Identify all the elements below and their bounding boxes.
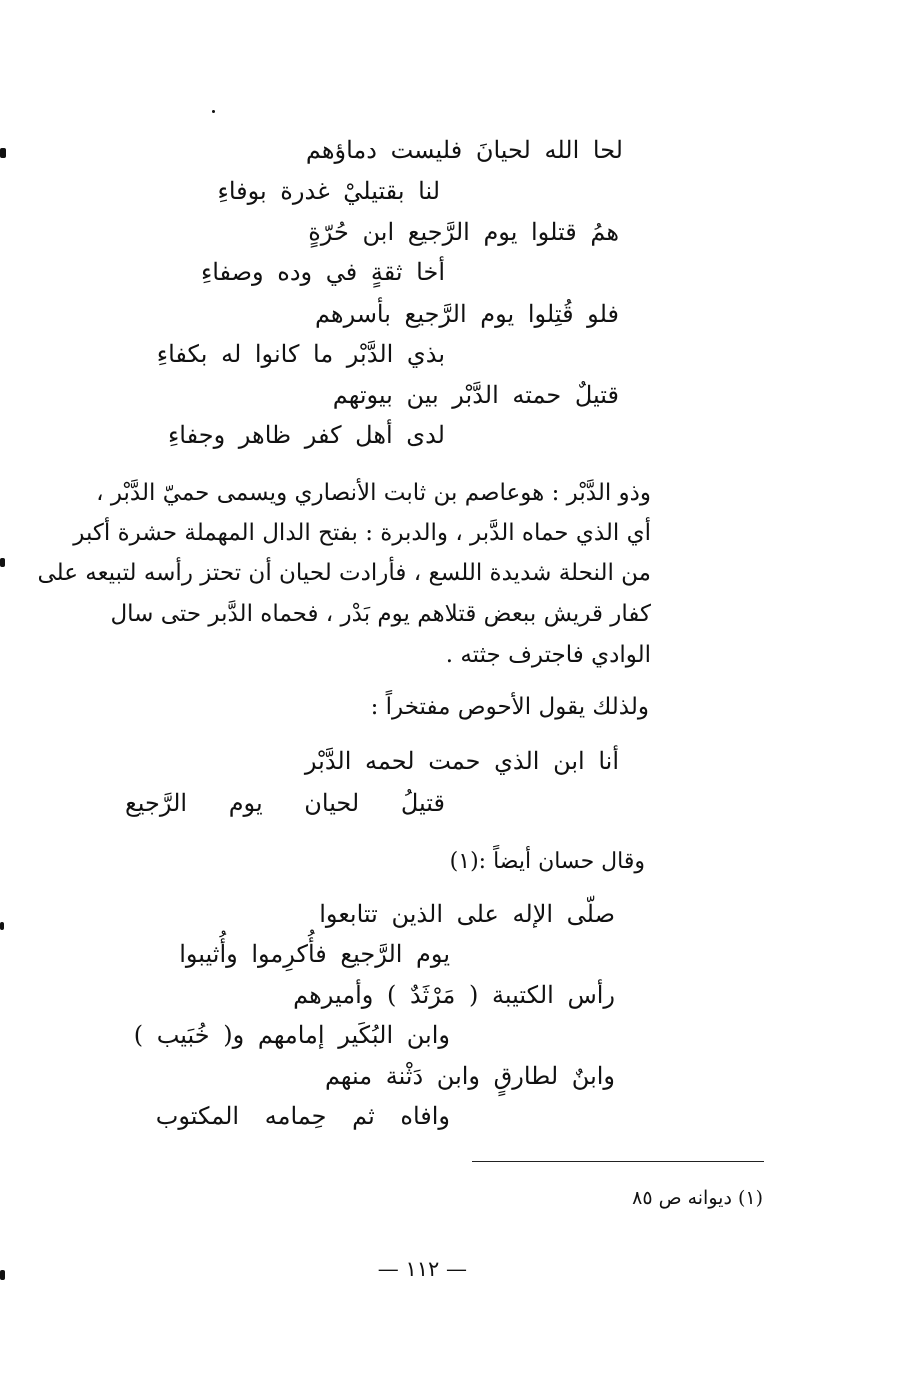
poem1-line-7: قتيلٌ حمته الدَّبْر بين بيوتهم — [332, 381, 619, 409]
prose-line-4: كفار قريش ببعض قتلاهم يوم بَدْر ، فحماه الدَّبر حتى سال — [110, 601, 651, 627]
poem2-line-1: أنا ابن الذي حمت لحمه الدَّبْر — [304, 747, 619, 775]
poem2-line-2: قتيلُ لحيان يوم الرَّجيع — [124, 789, 445, 817]
poem1-line-5: فلو قُتِلوا يوم الرَّجيع بأسرهم — [314, 300, 619, 328]
scan-edge-mark — [0, 922, 4, 930]
prose-line-2: أي الذي حماه الدَّبر ، والدبرة : بفتح الدال المهملة حشرة أكبر — [73, 520, 651, 546]
poem1-line-4: أخا ثقةٍ في وده وصفاءِ — [200, 258, 445, 286]
poem1-line-3: همُ قتلوا يوم الرَّجيع ابن حُرّةٍ — [308, 218, 619, 246]
page-number: — ١١٢ — — [377, 1257, 467, 1281]
footnote-separator — [472, 1161, 764, 1162]
poem3-line-3: رأس الكتيبة ( مَرْثَدٌ ) وأميرهم — [293, 981, 615, 1009]
scan-speck — [212, 110, 215, 113]
scan-edge-mark — [0, 1270, 5, 1280]
poem1-line-1: لحا الله لحيانَ فليست دماؤهم — [305, 136, 623, 164]
scan-edge-mark — [0, 148, 6, 158]
prose-line-5: الوادي فاجترف جثته . — [445, 642, 651, 668]
intro-hassan: وقال حسان أيضاً :(١) — [449, 849, 645, 874]
poem1-line-6: بذي الدَّبْر ما كانوا له بكفاءِ — [156, 340, 445, 368]
scan-edge-mark — [0, 558, 5, 567]
prose-line-3: من النحلة شديدة اللسع ، فأرادت لحيان أن تحتز رأسه لتبيعه على — [37, 560, 651, 586]
poem1-line-2: لنا بقتيليْ غدرة بوفاءِ — [217, 177, 440, 205]
poem3-line-2: يوم الرَّجيع فأُكرِموا وأُثيبوا — [179, 940, 450, 968]
poem3-line-1: صلّى الإله على الذين تتابعوا — [319, 900, 615, 928]
poem1-line-8: لدى أهل كفر ظاهر وجفاءِ — [168, 421, 445, 449]
intro-alahwas: ولذلك يقول الأحوص مفتخراً : — [370, 694, 649, 720]
poem3-line-5: وابنٌ لطارقٍ وابن دَثْنة منهم — [324, 1062, 615, 1090]
poem3-line-4: وابن البُكَير إمامهم و( خُبَيب ) — [133, 1021, 450, 1049]
prose-line-1: وذو الدَّبْر : هوعاصم بن ثابت الأنصاري ويسمى حميّ الدَّبْر ، — [96, 480, 651, 506]
footnote: (١) ديوانه ص ٨٥ — [632, 1187, 763, 1209]
poem3-line-6: وافاه ثم حِمامه المكتوب — [155, 1102, 450, 1130]
